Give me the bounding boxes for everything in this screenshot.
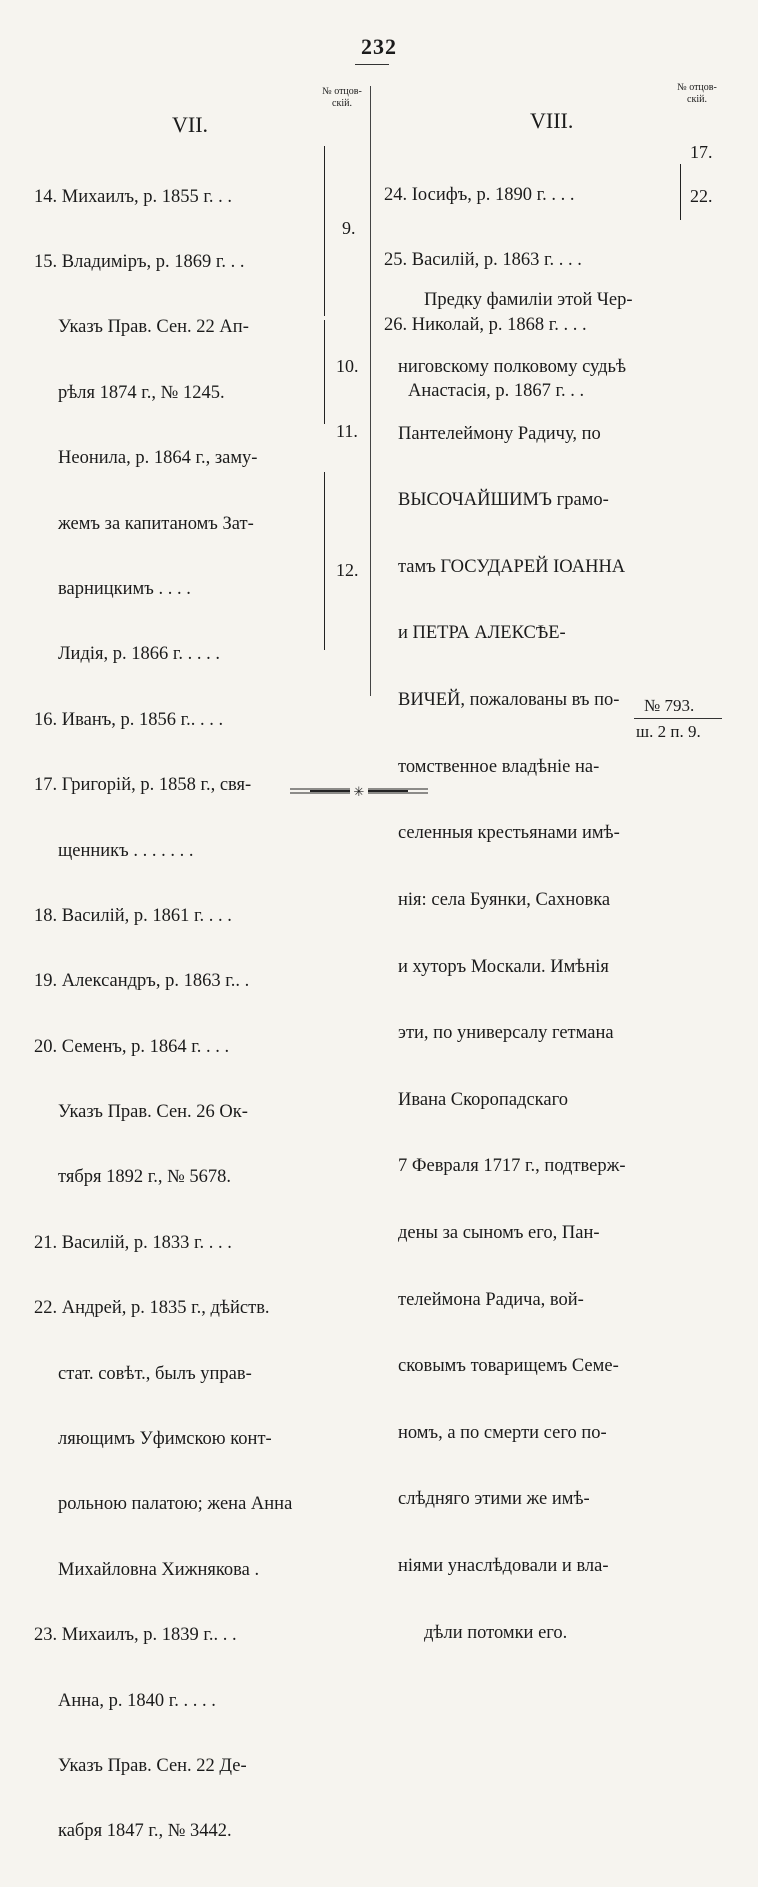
entry-line: Неонила, р. 1864 г., заму- [58,448,258,469]
entry-line: варницкимъ . . . . [58,578,191,599]
entry-line: Указъ Прав. Сен. 26 Ок- [58,1102,248,1123]
entry-line: 15. Владиміръ, р. 1869 г. . . [34,251,245,272]
paragraph-line: эти, по универсалу гетмана [398,1023,614,1044]
paragraph-line: телеймона Радича, вой- [398,1289,584,1310]
paragraph-line: ВИЧЕЙ, пожалованы въ по- [398,690,620,711]
group-number: 22. [690,186,713,206]
group-bracket [320,320,325,424]
paragraph-line: нія: села Буянки, Сахновка [398,889,611,910]
paragraph-line: Предку фамиліи этой Чер- [424,290,633,311]
entry-line: 16. Иванъ, р. 1856 г.. . . . [34,709,224,730]
entry-line: 19. Александръ, р. 1863 г.. . [34,971,250,992]
left-otsovsky-label: № отцов- скій. [322,86,362,109]
paragraph-line: селенныя крестьянами имѣ- [398,823,620,844]
page-number-rule [355,64,389,65]
entry-line: Михайловна Хижнякова . [58,1559,260,1580]
entry-line: 25. Василій, р. 1863 г. . . . [384,249,582,270]
paragraph-line: ниговскому полковому судьѣ [398,357,627,378]
paragraph-line: томственное владѣніе на- [398,756,600,777]
paragraph-line: дѣли потомки его. [424,1622,568,1643]
entry-line: 18. Василій, р. 1861 г. . . . [34,905,232,926]
paragraph-line: и хуторъ Москали. Имѣнія [398,956,609,977]
entry-line: 17. Григорій, р. 1858 г., свя- [34,775,252,796]
entry-line: Указъ Прав. Сен. 22 Ап- [58,317,249,338]
entry-line: 21. Василій, р. 1833 г. . . . [34,1232,232,1253]
entry-line: 22. Андрей, р. 1835 г., дѣйств. [34,1298,270,1319]
entry-line: Лидія, р. 1866 г. . . . . [58,644,221,665]
group-number: 9. [342,218,356,238]
entry-line: ляющимъ Уфимскою конт- [58,1429,272,1450]
entry-line: жемъ за капитаномъ Зат- [58,513,254,534]
entry-line: рѣля 1874 г., № 1245. [58,382,225,403]
paragraph-line: 7 Февраля 1717 г., подтверж- [398,1156,626,1177]
entry-line: 24. Іосифъ, р. 1890 г. . . . [384,184,575,205]
group-bracket [320,146,325,316]
history-paragraph [398,245,633,1688]
paragraph-line: слѣдняго этими же имѣ- [398,1489,590,1510]
paragraph-line: ВЫСОЧАЙШИМЪ грамо- [398,490,609,511]
ornamental-divider [290,784,428,798]
entry-line: Анна, р. 1840 г. . . . . [58,1690,216,1711]
page-number: 232 [361,34,397,59]
entry-line: тября 1892 г., № 5678. [58,1167,232,1188]
entry-line: щенникъ . . . . . . . [58,840,194,861]
group-number: 12. [336,560,359,580]
footnote-rule [634,718,722,719]
right-section-heading: VIII. [530,108,574,133]
group-number: 11. [336,421,358,441]
paragraph-line: ніями унаслѣдовали и вла- [398,1555,609,1576]
entry-line: 23. Михаилъ, р. 1839 г.. . . [34,1625,237,1646]
entry-line: стат. совѣт., былъ управ- [58,1363,252,1384]
left-section-heading: VII. [172,112,209,137]
entry-line: 26. Николай, р. 1868 г. . . . [384,315,587,336]
paragraph-line: дены за сыномъ его, Пан- [398,1222,600,1243]
paragraph-line: номъ, а по смерти сего по- [398,1422,607,1443]
archive-number: № 793. [644,696,695,715]
svg-text:✳: ✳ [353,785,365,798]
right-otsovsky-label: № отцов- скій. [677,82,717,105]
group-number: 10. [336,356,359,376]
column-divider-line [370,86,371,696]
paragraph-line: Ивана Скоропадскаго [398,1089,568,1110]
left-entries [34,143,292,1887]
group-bracket [320,472,325,650]
group-bracket [676,164,681,220]
entry-line: 14. Михаилъ, р. 1855 г. . . [34,186,233,207]
paragraph-line: сковымъ товарищемъ Семе- [398,1356,619,1377]
entry-line: 20. Семенъ, р. 1864 г. . . . [34,1036,230,1057]
entry-line: рольною палатою; жена Анна [58,1494,293,1515]
entry-line: кабря 1847 г., № 3442. [58,1821,232,1842]
group-number: 17. [690,142,713,162]
paragraph-line: тамъ ГОСУДАРЕЙ ІОАННА [398,556,626,577]
entry-line: Указъ Прав. Сен. 22 Де- [58,1755,247,1776]
paragraph-line: Пантелеймону Радичу, по [398,423,601,444]
paragraph-line: и ПЕТРА АЛЕКСѢЕ- [398,623,566,644]
archive-shelf: ш. 2 п. 9. [636,722,701,741]
entry-line: Анастасія, р. 1867 г. . . [408,380,585,401]
